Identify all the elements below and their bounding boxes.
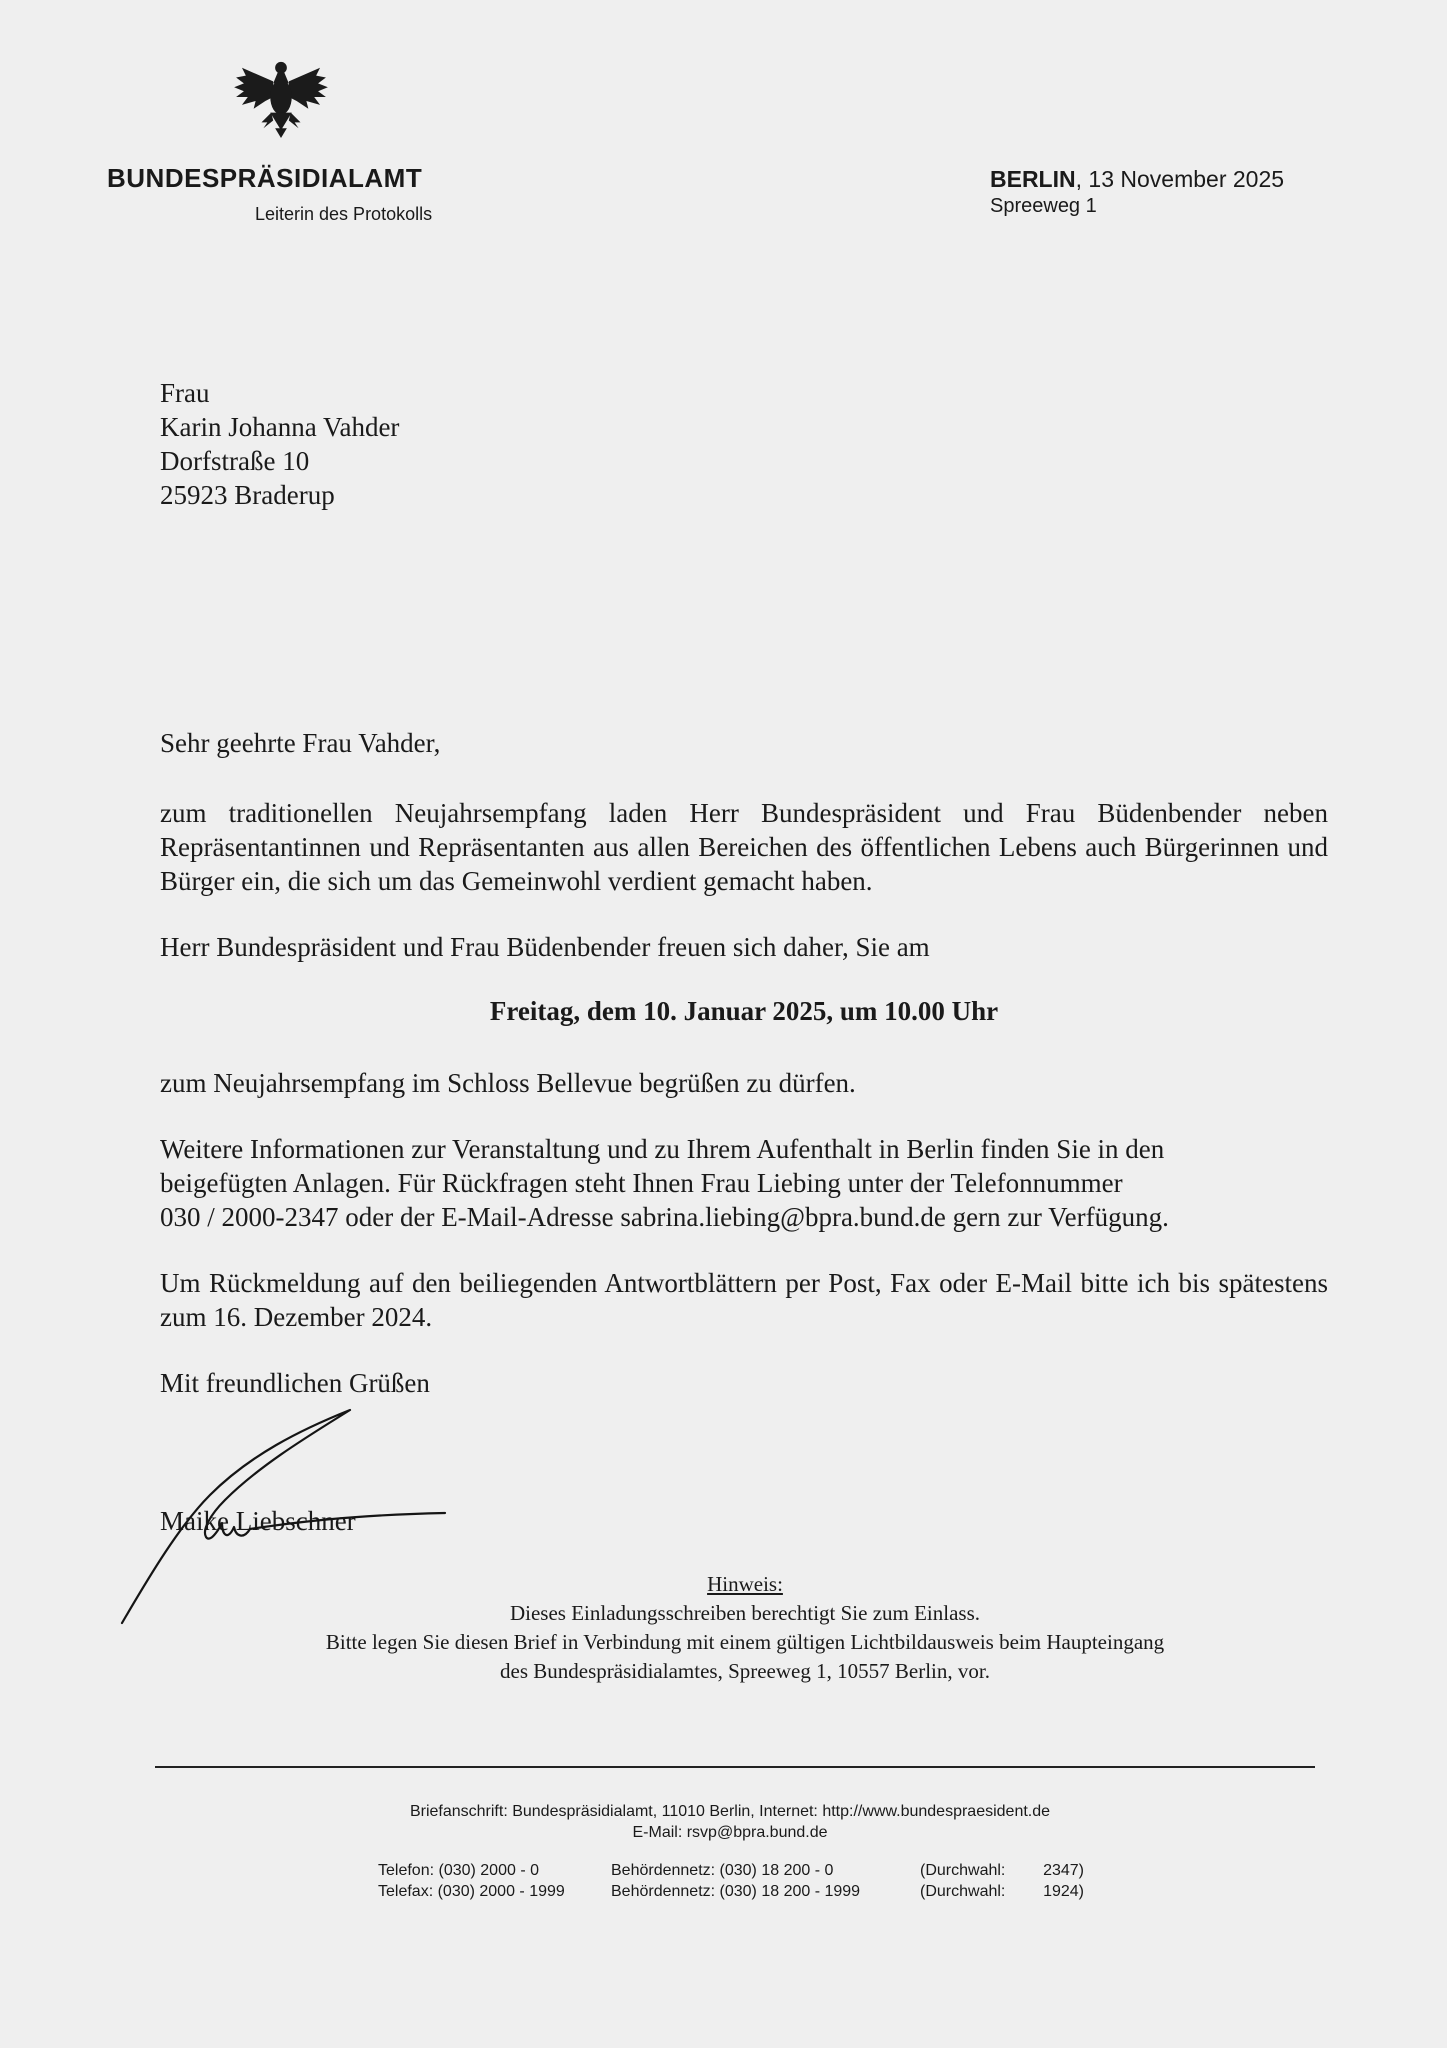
notice-line: Bitte legen Sie diesen Brief in Verbindung mit einem gültigen Lichtbildausweis beim Haupteingang [325, 1630, 1165, 1654]
recipient-address [160, 376, 399, 512]
paragraph-greeting: Herr Bundespräsident und Frau Büdenbender freuen sich daher, Sie am [160, 932, 930, 962]
event-date: Freitag, dem 10. Januar 2025, um 10.00 Uhr [489, 996, 999, 1026]
footer-authority-column [611, 1860, 860, 1902]
city-date [990, 166, 1284, 193]
recipient-street: Dorfstraße 10 [160, 446, 310, 476]
phone-number: Telefon: (030) 2000 - 0 [378, 1862, 539, 1879]
footer-extension-labels [920, 1860, 1005, 1902]
federal-eagle-icon [232, 58, 330, 140]
footer-extension-values [1040, 1860, 1084, 1902]
recipient-name: Karin Johanna Vahder [160, 412, 400, 442]
organization-department: Leiterin des Protokolls [255, 204, 433, 224]
recipient-title: Frau [160, 378, 210, 408]
footer-email: E-Mail: rsvp@bpra.bund.de [632, 1824, 828, 1841]
extension-label: (Durchwahl: [920, 1862, 1006, 1879]
paragraph-invitation: zum traditionellen Neujahrsempfang laden Herr Bundespräsident und Frau Büdenbender neben Repräsentantinnen und Repräsentanten aus allen Bereichen des öffentlichen Lebens auch Bürgerinnen und Bürger ein, die sich um das Gemeinwohl verdient gemacht haben. [160, 798, 1328, 896]
authority-fax: Behördennetz: (030) 18 200 - 1999 [611, 1883, 861, 1900]
notice-line: Dieses Einladungsschreiben berechtigt Sie zum Einlass. [509, 1601, 981, 1625]
postal-address: Briefanschrift: Bundespräsidialamt, 11010 Berlin, Internet: http://www.bundespraesident.de [409, 1803, 1051, 1820]
paragraph-venue: zum Neujahrsempfang im Schloss Bellevue begrüßen zu dürfen. [160, 1068, 856, 1098]
recipient-city: 25923 Braderup [160, 480, 335, 510]
signer-name: Maike Liebschner [160, 1506, 356, 1536]
notice-title: Hinweis: [707, 1572, 783, 1596]
fax-number: Telefax: (030) 2000 - 1999 [378, 1883, 565, 1900]
extension-label: (Durchwahl: [920, 1883, 1006, 1900]
paragraph-rsvp: Um Rückmeldung auf den beiliegenden Antwortblättern per Post, Fax oder E-Mail bitte ich bis spätestens zum 16. Dezember 2024. [160, 1268, 1328, 1332]
extension-value: 2347) [1043, 1862, 1084, 1879]
information-line: 030 / 2000-2347 oder der E-Mail-Adresse sabrina.liebing@bpra.bund.de gern zur Verfügung. [160, 1202, 1169, 1232]
notice-line: des Bundespräsidialamtes, Spreeweg 1, 10557 Berlin, vor. [500, 1659, 990, 1683]
closing: Mit freundlichen Grüßen [160, 1368, 430, 1398]
footer-postal-info [200, 1801, 1260, 1843]
authority-phone: Behördennetz: (030) 18 200 - 0 [611, 1862, 834, 1879]
information-line: beigefügten Anlagen. Für Rückfragen steht Ihnen Frau Liebing unter der Telefonnummer [160, 1168, 1123, 1198]
organization-name: BUNDESPRÄSIDIALAMT [107, 163, 423, 193]
extension-value: 1924) [1043, 1883, 1084, 1900]
city: BERLIN [990, 166, 1076, 192]
admission-notice [200, 1570, 1290, 1686]
sender-street: Spreeweg 1 [990, 195, 1097, 217]
footer-phone-column [378, 1860, 565, 1902]
letter-date: , 13 November 2025 [1075, 166, 1285, 192]
paragraph-information [160, 1132, 1328, 1234]
salutation: Sehr geehrte Frau Vahder, [160, 728, 441, 758]
information-line: Weitere Informationen zur Veranstaltung und zu Ihrem Aufenthalt in Berlin finden Sie in den [160, 1134, 1165, 1164]
footer-divider [155, 1766, 1315, 1768]
